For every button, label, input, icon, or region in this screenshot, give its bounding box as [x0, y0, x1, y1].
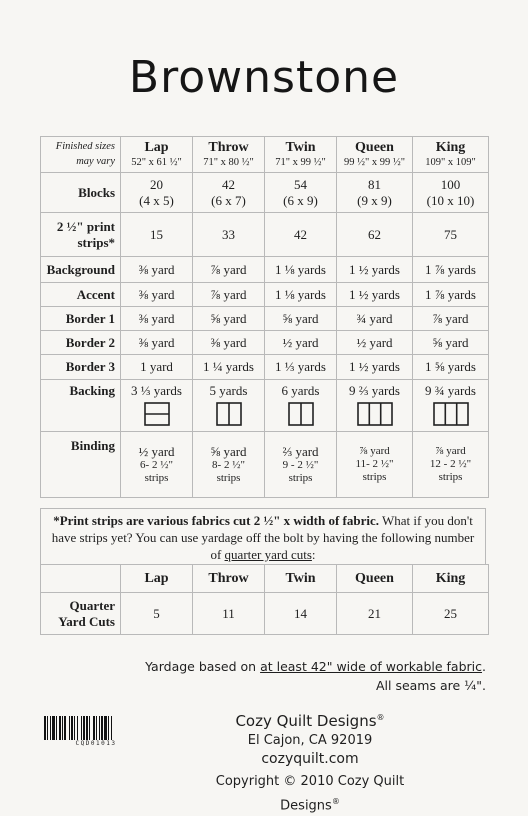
- binding-strips: 6- 2 ½": [140, 459, 173, 472]
- fabric-label: Accent: [41, 283, 121, 307]
- barcode-bar: [83, 716, 85, 740]
- size-name: Queen: [355, 139, 394, 155]
- binding-label: Binding: [41, 432, 121, 498]
- binding-cell: [193, 432, 265, 498]
- fabric-value: 1 ⅝ yards: [413, 355, 489, 380]
- print-strips-note: [40, 508, 486, 564]
- fabric-value: ⅜ yard: [193, 331, 265, 355]
- size-name: Twin: [285, 139, 316, 155]
- barcode-bar: [50, 716, 51, 740]
- barcode-bar: [52, 716, 55, 740]
- size-name: Lap: [144, 139, 169, 155]
- may-vary-text: may vary: [76, 155, 115, 167]
- fabric-value: 1 ⅞ yards: [413, 257, 489, 283]
- barcode-bar: [56, 716, 57, 740]
- backing-yardage: 9 ¾ yards: [425, 383, 476, 398]
- backing-cell: [337, 380, 413, 432]
- binding-cell: [413, 432, 489, 498]
- quarter-value: 5: [121, 593, 193, 635]
- barcode-bar: [64, 716, 66, 740]
- backing-2-horizontal-icon: [144, 402, 170, 426]
- backing-3-vertical-icon: [357, 402, 393, 426]
- size-dims: 52" x 61 ½": [131, 156, 182, 168]
- quarter-value: 25: [413, 593, 489, 635]
- binding-cell: [265, 432, 337, 498]
- backing-cell: [413, 380, 489, 432]
- registered-mark: ®: [376, 713, 385, 722]
- fabric-value: ⅜ yard: [121, 331, 193, 355]
- size-dims: 99 ½" x 99 ½": [343, 156, 406, 168]
- barcode-bar: [89, 716, 90, 740]
- backing-2-vertical-icon: [288, 402, 314, 426]
- binding-yard: ½ yard: [138, 443, 175, 459]
- quarter-label: [41, 593, 121, 635]
- quarter-label-line2: Yard Cuts: [58, 613, 115, 629]
- blocks-row: [41, 173, 489, 213]
- quarter-header: Lap: [121, 565, 193, 593]
- yardage-pre: Yardage based on: [145, 659, 261, 674]
- copyright-text: Copyright © 2010 Cozy Quilt Designs: [215, 774, 405, 814]
- fabric-value: ⅝ yard: [193, 307, 265, 331]
- quarter-header: Queen: [337, 565, 413, 593]
- quarter-corner: [41, 565, 121, 593]
- fabric-value: ⅞ yard: [193, 257, 265, 283]
- barcode-bar: [111, 716, 112, 740]
- binding-strips: 9 - 2 ½": [282, 459, 319, 472]
- fabric-value: ½ yard: [337, 331, 413, 355]
- blocks-cell: [337, 173, 413, 213]
- backing-yardage: 3 ⅓ yards: [131, 383, 182, 398]
- barcode-bar: [99, 716, 100, 740]
- fabric-row-border-2: [41, 331, 489, 355]
- blocks-cell: [193, 173, 265, 213]
- size-throw: [193, 137, 265, 173]
- barcode-bar: [69, 716, 70, 740]
- fabric-label: Border 2: [41, 331, 121, 355]
- fabric-value: 1 ⅛ yards: [265, 257, 337, 283]
- binding-unit: strips: [216, 472, 241, 485]
- fabric-value: ¾ yard: [337, 307, 413, 331]
- blocks-label: Blocks: [41, 173, 121, 213]
- fabric-value: ⅞ yard: [413, 307, 489, 331]
- quarter-header: Throw: [193, 565, 265, 593]
- binding-yard: ⅝ yard: [210, 443, 247, 459]
- company-name-line: [190, 707, 430, 732]
- strips-label-line1: 2 ½" print: [56, 218, 115, 234]
- size-dims: 71" x 99 ½": [275, 156, 326, 168]
- size-dims: 71" x 80 ½": [203, 156, 254, 168]
- note-text: What if you don't have strips yet? You can use yardage off the bolt by having the following number of: [51, 513, 475, 562]
- backing-row: [41, 380, 489, 432]
- fabric-label: Border 1: [41, 307, 121, 331]
- fabric-value: ⅞ yard: [193, 283, 265, 307]
- finished-sizes-text: Finished sizes: [55, 141, 115, 153]
- binding-yard: ⅔ yard: [282, 443, 319, 459]
- size-dims: 109" x 109": [425, 156, 476, 168]
- fabric-value: 1 ⅛ yards: [265, 283, 337, 307]
- note-underlined: quarter yard cuts: [224, 547, 312, 562]
- barcode-bar: [59, 716, 61, 740]
- binding-unit: strips: [288, 472, 313, 485]
- fabric-value: 1 yard: [121, 355, 193, 380]
- backing-yardage: 5 yards: [209, 383, 248, 398]
- block-count: 20: [150, 176, 163, 192]
- fabric-row-border-1: [41, 307, 489, 331]
- block-layout: (10 x 10): [426, 192, 475, 208]
- barcode-bar: [47, 716, 48, 740]
- quarter-yard-table: [40, 564, 489, 635]
- size-queen: [337, 137, 413, 173]
- quarter-values-row: [41, 593, 489, 635]
- binding-strips: 8- 2 ½": [212, 459, 245, 472]
- barcode-bar: [96, 716, 97, 740]
- binding-unit: strips: [362, 471, 387, 484]
- binding-unit: strips: [144, 472, 169, 485]
- barcode-bar: [71, 716, 73, 740]
- binding-unit: strips: [438, 471, 463, 484]
- barcode-bar: [104, 716, 107, 740]
- fabric-value: 1 ½ yards: [337, 257, 413, 283]
- blocks-cell: [413, 173, 489, 213]
- binding-row: [41, 432, 489, 498]
- quarter-value: 11: [193, 593, 265, 635]
- size-king: [413, 137, 489, 173]
- block-layout: (9 x 9): [357, 192, 392, 208]
- block-layout: (6 x 7): [211, 192, 246, 208]
- fabric-value: ½ yard: [265, 331, 337, 355]
- strips-value: 15: [121, 213, 193, 257]
- fabric-value: ⅝ yard: [265, 307, 337, 331]
- fabric-row-border-3: [41, 355, 489, 380]
- binding-strips: 12 - 2 ½": [429, 457, 472, 470]
- quarter-header: King: [413, 565, 489, 593]
- fabric-value: ⅜ yard: [121, 283, 193, 307]
- barcode-bar: [62, 716, 63, 740]
- fabric-value: 1 ½ yards: [337, 355, 413, 380]
- block-layout: (6 x 9): [283, 192, 318, 208]
- strips-label: [41, 213, 121, 257]
- sizes-row: [41, 137, 489, 173]
- company-address: El Cajon, CA 92019: [247, 733, 373, 748]
- binding-strips: 11- 2 ½": [355, 457, 394, 470]
- fabric-label: Background: [41, 257, 121, 283]
- backing-2-vertical-icon: [216, 402, 242, 426]
- block-layout: (4 x 5): [139, 192, 174, 208]
- fabric-row-background: [41, 257, 489, 283]
- note-bold: *Print strips are various fabrics cut 2 ½" x width of fabric.: [53, 513, 379, 528]
- yardage-post: .: [482, 659, 486, 674]
- size-name: Throw: [208, 139, 249, 155]
- binding-yard: ⅞ yard: [435, 444, 466, 457]
- quarter-header: Twin: [265, 565, 337, 593]
- strips-value: 42: [265, 213, 337, 257]
- fabric-value: ⅜ yard: [121, 307, 193, 331]
- barcode-bar: [44, 716, 46, 740]
- copyright-registered-mark: ®: [331, 797, 340, 806]
- copyright-line: [190, 772, 430, 816]
- yardage-note: [145, 657, 486, 695]
- pattern-title: Brownstone: [128, 52, 400, 103]
- fabric-value: 1 ½ yards: [337, 283, 413, 307]
- strips-label-line2: strips*: [77, 234, 115, 250]
- size-lap: [121, 137, 193, 173]
- company-name: Cozy Quilt Designs: [235, 712, 377, 730]
- quarter-header-row: [41, 565, 489, 593]
- backing-3-vertical-icon: [433, 402, 469, 426]
- fabric-row-accent: [41, 283, 489, 307]
- fabric-value: 1 ¼ yards: [193, 355, 265, 380]
- barcode-bar: [77, 716, 78, 740]
- barcode-bar: [108, 716, 109, 740]
- size-name: King: [435, 139, 466, 155]
- backing-cell: [265, 380, 337, 432]
- barcode: [44, 716, 148, 740]
- block-count: 81: [368, 176, 381, 192]
- barcode-bar: [81, 716, 82, 740]
- yardage-underlined: at least 42" wide of workable fabric: [260, 659, 483, 674]
- block-count: 54: [294, 176, 307, 192]
- quarter-label-line1: Quarter: [69, 597, 115, 613]
- barcode-number: CQD01013: [75, 740, 117, 747]
- block-count: 42: [222, 176, 235, 192]
- barcode-bar: [86, 716, 88, 740]
- fabric-value: ⅝ yard: [413, 331, 489, 355]
- requirements-table: [40, 136, 489, 498]
- blocks-cell: [121, 173, 193, 213]
- fabric-value: 1 ⅞ yards: [413, 283, 489, 307]
- strips-value: 75: [413, 213, 489, 257]
- seams-note: All seams are ¼".: [375, 678, 486, 693]
- binding-cell: [337, 432, 413, 498]
- fabric-label: Border 3: [41, 355, 121, 380]
- note-end: :: [311, 547, 316, 562]
- strips-value: 33: [193, 213, 265, 257]
- backing-label: Backing: [41, 380, 121, 432]
- quarter-value: 14: [265, 593, 337, 635]
- barcode-bar: [101, 716, 103, 740]
- block-count: 100: [440, 176, 461, 192]
- strips-row: [41, 213, 489, 257]
- quarter-value: 21: [337, 593, 413, 635]
- strips-value: 62: [337, 213, 413, 257]
- barcode-bar: [93, 716, 95, 740]
- barcode-bar: [74, 716, 75, 740]
- finished-sizes-label: [41, 137, 121, 173]
- backing-cell: [121, 380, 193, 432]
- blocks-cell: [265, 173, 337, 213]
- size-twin: [265, 137, 337, 173]
- binding-yard: ⅞ yard: [359, 444, 390, 457]
- company-website: cozyquilt.com: [261, 751, 359, 767]
- fabric-value: 1 ⅓ yards: [265, 355, 337, 380]
- binding-cell: [121, 432, 193, 498]
- backing-yardage: 9 ⅔ yards: [349, 383, 400, 398]
- backing-cell: [193, 380, 265, 432]
- fabric-value: ⅜ yard: [121, 257, 193, 283]
- backing-yardage: 6 yards: [281, 383, 320, 398]
